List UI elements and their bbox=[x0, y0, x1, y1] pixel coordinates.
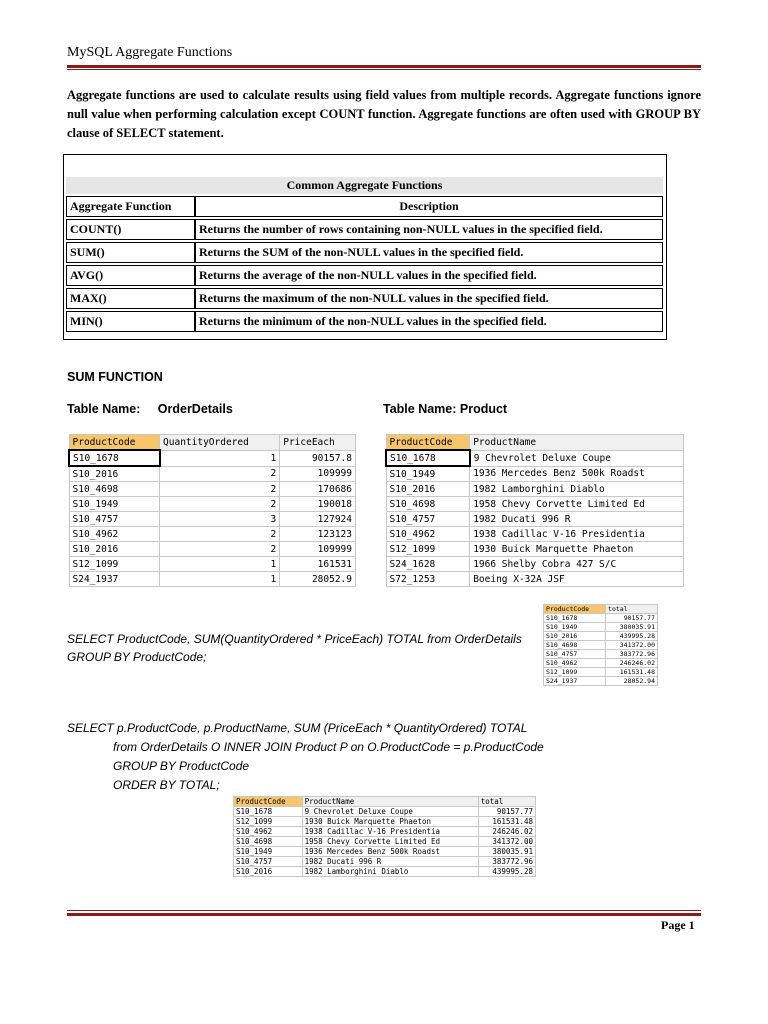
table-row bbox=[386, 450, 684, 466]
grid-header: total bbox=[478, 797, 535, 807]
grid-cell: 439995.28 bbox=[606, 632, 658, 641]
grid-cell: 109999 bbox=[280, 542, 356, 557]
table-row bbox=[234, 867, 536, 877]
grid-cell: S10_1678 bbox=[234, 807, 303, 817]
grid-cell: 170686 bbox=[280, 482, 356, 497]
grid-cell: 1936 Mercedes Benz 500k Roadst bbox=[302, 847, 478, 857]
aggregate-function-name: SUM() bbox=[66, 242, 195, 263]
sql-query-1-line-1: SELECT ProductCode, SUM(QuantityOrdered * PriceEach) TOTAL from OrderDetails bbox=[67, 632, 522, 646]
grid-cell: 109999 bbox=[280, 466, 356, 482]
table-row bbox=[234, 807, 536, 817]
grid-cell: S10_4962 bbox=[386, 527, 470, 542]
grid-cell: S10_1678 bbox=[544, 614, 606, 623]
page-header-title: MySQL Aggregate Functions bbox=[67, 45, 233, 60]
grid-header: ProductCode bbox=[386, 435, 470, 451]
grid-cell: 2 bbox=[160, 482, 280, 497]
grid-cell: S10_2016 bbox=[69, 466, 160, 482]
grid-cell: 123123 bbox=[280, 527, 356, 542]
table-row bbox=[386, 527, 684, 542]
table-row bbox=[386, 482, 684, 497]
table-row bbox=[544, 614, 658, 623]
grid-cell: S72_1253 bbox=[386, 572, 470, 587]
grid-cell: 2 bbox=[160, 542, 280, 557]
header-rule-thin bbox=[67, 69, 701, 70]
grid-cell: S12_1099 bbox=[69, 557, 160, 572]
grid-cell: S10_4757 bbox=[386, 512, 470, 527]
aggregate-row bbox=[66, 288, 663, 309]
grid-cell: 1958 Chevy Corvette Limited Ed bbox=[470, 497, 684, 512]
table-row bbox=[234, 837, 536, 847]
aggregate-function-name: MAX() bbox=[66, 288, 195, 309]
grid-cell: 2 bbox=[160, 497, 280, 512]
grid-cell: S10_1949 bbox=[234, 847, 303, 857]
grid-cell: 161531 bbox=[280, 557, 356, 572]
grid-cell: S10_4698 bbox=[234, 837, 303, 847]
grid-cell: 28052.9 bbox=[280, 572, 356, 587]
grid-header: ProductName bbox=[470, 435, 684, 451]
grid-cell: 90157.77 bbox=[478, 807, 535, 817]
grid-cell: S10_4757 bbox=[69, 512, 160, 527]
sql-query-2-line-3: GROUP BY ProductCode bbox=[113, 759, 250, 773]
grid-cell: 246246.02 bbox=[478, 827, 535, 837]
table-row bbox=[69, 542, 356, 557]
table-row bbox=[544, 632, 658, 641]
grid-cell: 1938 Cadillac V-16 Presidentia bbox=[302, 827, 478, 837]
grid-cell: S10_2016 bbox=[234, 867, 303, 877]
table-row bbox=[544, 677, 658, 686]
grid-cell: 341372.00 bbox=[478, 837, 535, 847]
aggregate-function-name: COUNT() bbox=[66, 219, 195, 240]
grid-cell: 1930 Buick Marquette Phaeton bbox=[470, 542, 684, 557]
grid-cell: S10_4698 bbox=[386, 497, 470, 512]
grid-header: total bbox=[606, 605, 658, 614]
grid-cell: S10_4757 bbox=[234, 857, 303, 867]
grid-cell: 1982 Ducati 996 R bbox=[470, 512, 684, 527]
aggregate-function-description: Returns the maximum of the non-NULL values in the specified field. bbox=[195, 288, 663, 309]
grid-cell: 2 bbox=[160, 466, 280, 482]
table-row bbox=[544, 659, 658, 668]
result-2-grid bbox=[233, 796, 536, 877]
aggregate-function-description: Returns the number of rows containing non-NULL values in the specified field. bbox=[195, 219, 663, 240]
table-row bbox=[544, 623, 658, 632]
grid-header: ProductName bbox=[302, 797, 478, 807]
table-row bbox=[69, 527, 356, 542]
grid-cell: S24_1937 bbox=[544, 677, 606, 686]
grid-cell: S10_4962 bbox=[69, 527, 160, 542]
grid-header: ProductCode bbox=[69, 435, 160, 451]
grid-cell: S10_1678 bbox=[69, 450, 160, 466]
grid-header: QuantityOrdered bbox=[160, 435, 280, 451]
grid-cell: 380035.91 bbox=[478, 847, 535, 857]
aggregate-row bbox=[66, 311, 663, 332]
grid-cell: S10_4698 bbox=[544, 641, 606, 650]
footer-rule-thin bbox=[67, 910, 701, 911]
table-row bbox=[386, 497, 684, 512]
grid-cell: 2 bbox=[160, 527, 280, 542]
grid-cell: S10_2016 bbox=[69, 542, 160, 557]
grid-cell: 1982 Ducati 996 R bbox=[302, 857, 478, 867]
aggregate-row bbox=[66, 219, 663, 240]
table-row bbox=[234, 827, 536, 837]
grid-cell: 90157.77 bbox=[606, 614, 658, 623]
table-row bbox=[69, 557, 356, 572]
grid-cell: 1 bbox=[160, 450, 280, 466]
grid-cell: S10_1949 bbox=[544, 623, 606, 632]
footer-rule-thick bbox=[67, 913, 701, 916]
aggregate-row bbox=[66, 265, 663, 286]
sql-query-2-line-4: ORDER BY TOTAL; bbox=[113, 778, 220, 792]
table-row bbox=[69, 450, 356, 466]
table-row bbox=[69, 466, 356, 482]
table-row bbox=[234, 847, 536, 857]
grid-cell: 439995.28 bbox=[478, 867, 535, 877]
grid-cell: 9 Chevrolet Deluxe Coupe bbox=[302, 807, 478, 817]
grid-cell: 1930 Buick Marquette Phaeton bbox=[302, 817, 478, 827]
grid-header: PriceEach bbox=[280, 435, 356, 451]
aggregate-header-description: Description bbox=[195, 196, 663, 217]
sql-query-1-line-2: GROUP BY ProductCode; bbox=[67, 650, 207, 664]
grid-cell: Boeing X-32A JSF bbox=[470, 572, 684, 587]
table-row bbox=[386, 557, 684, 572]
grid-cell: 1966 Shelby Cobra 427 S/C bbox=[470, 557, 684, 572]
grid-cell: S12_1099 bbox=[386, 542, 470, 557]
grid-cell: S10_4698 bbox=[69, 482, 160, 497]
header-rule-thick bbox=[67, 65, 701, 68]
grid-cell: S12_1099 bbox=[234, 817, 303, 827]
grid-cell: 90157.8 bbox=[280, 450, 356, 466]
aggregate-functions-table bbox=[66, 175, 663, 334]
aggregate-function-description: Returns the SUM of the non-NULL values in the specified field. bbox=[195, 242, 663, 263]
table-row bbox=[386, 542, 684, 557]
table-name-orderdetails: Table Name: OrderDetails bbox=[67, 402, 233, 416]
table-row bbox=[69, 512, 356, 527]
grid-cell: S10_4962 bbox=[544, 659, 606, 668]
grid-cell: 161531.48 bbox=[606, 668, 658, 677]
grid-cell: 1938 Cadillac V-16 Presidentia bbox=[470, 527, 684, 542]
grid-cell: S12_1099 bbox=[544, 668, 606, 677]
grid-cell: 246246.02 bbox=[606, 659, 658, 668]
table-name-product: Table Name: Product bbox=[383, 402, 508, 416]
grid-cell: 383772.96 bbox=[478, 857, 535, 867]
grid-cell: S10_2016 bbox=[386, 482, 470, 497]
grid-cell: 1958 Chevy Corvette Limited Ed bbox=[302, 837, 478, 847]
table-row bbox=[386, 572, 684, 587]
aggregate-function-name: MIN() bbox=[66, 311, 195, 332]
aggregate-header-function: Aggregate Function bbox=[66, 196, 195, 217]
product-grid bbox=[385, 434, 684, 587]
grid-cell: S10_4962 bbox=[234, 827, 303, 837]
grid-cell: 1982 Lamborghini Diablo bbox=[302, 867, 478, 877]
grid-cell: 1982 Lamborghini Diablo bbox=[470, 482, 684, 497]
grid-cell: 1 bbox=[160, 572, 280, 587]
grid-cell: S10_1678 bbox=[386, 450, 470, 466]
orderdetails-grid bbox=[68, 434, 356, 587]
table-row bbox=[234, 857, 536, 867]
table-row bbox=[386, 512, 684, 527]
aggregate-function-description: Returns the minimum of the non-NULL values in the specified field. bbox=[195, 311, 663, 332]
table-row bbox=[69, 482, 356, 497]
table-row bbox=[544, 668, 658, 677]
grid-cell: 127924 bbox=[280, 512, 356, 527]
grid-cell: S24_1937 bbox=[69, 572, 160, 587]
sql-query-2-line-1: SELECT p.ProductCode, p.ProductName, SUM (PriceEach * QuantityOrdered) TOTAL bbox=[67, 721, 528, 735]
aggregate-function-name: AVG() bbox=[66, 265, 195, 286]
grid-cell: 1 bbox=[160, 557, 280, 572]
grid-cell: 190018 bbox=[280, 497, 356, 512]
table-row bbox=[544, 650, 658, 659]
grid-cell: S10_1949 bbox=[69, 497, 160, 512]
grid-cell: 161531.48 bbox=[478, 817, 535, 827]
grid-cell: 3 bbox=[160, 512, 280, 527]
table-row bbox=[69, 497, 356, 512]
grid-header: ProductCode bbox=[234, 797, 303, 807]
table-row bbox=[386, 466, 684, 482]
aggregate-function-description: Returns the average of the non-NULL values in the specified field. bbox=[195, 265, 663, 286]
table-row bbox=[234, 817, 536, 827]
grid-cell: S10_2016 bbox=[544, 632, 606, 641]
result-1-grid bbox=[543, 604, 658, 686]
table-row bbox=[544, 641, 658, 650]
grid-cell: 341372.00 bbox=[606, 641, 658, 650]
sql-query-2-line-2: from OrderDetails O INNER JOIN Product P on O.ProductCode = p.ProductCode bbox=[113, 740, 544, 754]
grid-cell: S10_4757 bbox=[544, 650, 606, 659]
grid-cell: 9 Chevrolet Deluxe Coupe bbox=[470, 450, 684, 466]
sum-function-heading: SUM FUNCTION bbox=[67, 370, 163, 384]
grid-cell: S10_1949 bbox=[386, 466, 470, 482]
grid-header: ProductCode bbox=[544, 605, 606, 614]
page-number: Page 1 bbox=[661, 918, 695, 932]
grid-cell: 380035.91 bbox=[606, 623, 658, 632]
grid-cell: S24_1628 bbox=[386, 557, 470, 572]
grid-cell: 28052.94 bbox=[606, 677, 658, 686]
table-row bbox=[69, 572, 356, 587]
intro-paragraph: Aggregate functions are used to calculate results using field values from multiple records. Aggregate functions ignore null value when performing calculation except COUNT function. Aggregate functions are often used with GROUP BY clause of SELECT statement. bbox=[67, 88, 701, 140]
grid-cell: 1936 Mercedes Benz 500k Roadst bbox=[470, 466, 684, 482]
aggregate-table-caption: Common Aggregate Functions bbox=[66, 177, 663, 194]
aggregate-row bbox=[66, 242, 663, 263]
grid-cell: 383772.96 bbox=[606, 650, 658, 659]
